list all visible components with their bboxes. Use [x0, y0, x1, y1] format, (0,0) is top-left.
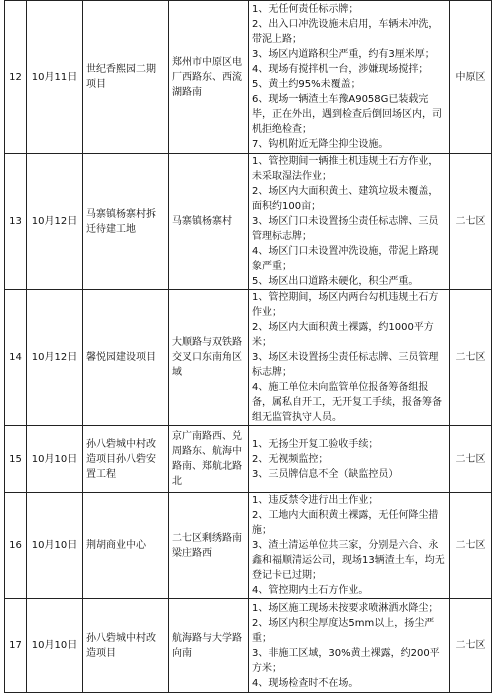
- issue-item: 2、场区内大面积黄土、建筑垃圾未覆盖，面积约100亩；: [252, 186, 439, 212]
- issue-item: 3、场区门口未设置扬尘责任标志牌、三员管理标志牌；: [252, 216, 439, 242]
- issue-item: 4、现场有搅拌机一台，涉嫌现场搅拌；: [252, 64, 429, 75]
- issue-item: 4、管控期内土石方作业。: [252, 585, 369, 596]
- issue-item: 1、管控期间一辆推土机违规土石方作业，未采取湿法作业；: [252, 156, 439, 182]
- district: 二七区: [450, 599, 492, 693]
- row-number: 17: [5, 599, 27, 693]
- table-row: [5, 1, 492, 154]
- project-address: 大顺路与双铁路交叉口东南角区域: [169, 290, 249, 426]
- row-number: 15: [5, 426, 27, 493]
- issue-item: 3、非施工区域，30%黄土裸露，约200平方米；: [252, 647, 440, 674]
- issue-item: 2、无视频监控；: [252, 453, 329, 465]
- issue-item: 2、工地内大面积黄土裸露，无任何降尘措施；: [252, 510, 439, 536]
- issue-item: 1、管控期间，场区内两台勾机违规土石方作业；: [252, 292, 439, 318]
- project-name: 孙八砦城中村改造项目孙八砦安置工程: [83, 426, 169, 493]
- issue-item: 2、场区内大面积黄土裸露，约1000平方米；: [252, 322, 434, 348]
- project-address: 郑州市中原区电厂西路东、西流湖路南: [169, 1, 249, 154]
- project-address: 航海路与大学路向南: [169, 599, 249, 693]
- district: 二七区: [450, 290, 492, 426]
- issue-item: 1、场区施工现场未按要求喷淋洒水降尘；: [252, 602, 439, 614]
- issue-item: 2、场区内积尘厚度达5mm以上，扬尘严重；: [252, 617, 435, 644]
- issue-item: 4、场区门口未设置冲洗设施，带泥上路现象严重；: [252, 246, 439, 272]
- row-number: 13: [5, 154, 27, 290]
- issue-item: 5、场区出口道路未硬化，积尘严重。: [252, 276, 419, 287]
- inspection-date: 10月10日: [27, 426, 83, 493]
- issue-item: 1、无任何责任标示牌；: [252, 4, 359, 15]
- row-number: 16: [5, 493, 27, 599]
- issue-item: 1、违反禁令进行出土作业；: [252, 495, 379, 506]
- inspection-date: 10月12日: [27, 154, 83, 290]
- issue-item: 4、现场检查时不在场。: [252, 677, 359, 689]
- table-row: [5, 426, 492, 493]
- issue-item: 7、钩机附近无降尘抑尘设施。: [252, 139, 389, 150]
- issue-item: 3、渣土清运单位共三家，分别是六合、永鑫和福顺清运公司，现场13辆渣土车，均无登记卡已过期；: [252, 540, 445, 581]
- district: 二七区: [450, 154, 492, 290]
- issue-item: 1、无扬尘开复工验收手续；: [252, 438, 379, 450]
- inspection-date: 10月12日: [27, 290, 83, 426]
- issue-item: 2、出入口冲洗设施未启用，车辆未冲洗，带泥上路；: [252, 19, 439, 45]
- project-name: 马寨镇杨寨村拆迁待建工地: [83, 154, 169, 290]
- row-number: 12: [5, 1, 27, 154]
- inspection-date: 10月10日: [27, 599, 83, 693]
- inspection-table: [4, 0, 492, 693]
- project-name: 荆胡商业中心: [83, 493, 169, 599]
- issue-item: 4、施工单位未向监管单位报备筹备组报备，属私自开工，无开复工手续，报备筹备组无监管执守人员。: [252, 382, 442, 423]
- issue-item: 3、三员牌信息不全（缺监控员）: [252, 468, 399, 480]
- issue-list: [249, 493, 450, 599]
- table-row: [5, 493, 492, 599]
- table-row: [5, 599, 492, 693]
- row-number: 14: [5, 290, 27, 426]
- issue-item: 5、黄土约95%未覆盖；: [252, 79, 361, 90]
- project-address: 马寨镇杨寨村: [169, 154, 249, 290]
- district: 二七区: [450, 426, 492, 493]
- issue-list: [249, 599, 450, 693]
- table-row: [5, 154, 492, 290]
- issue-list: [249, 426, 450, 493]
- project-name: 孙八砦城中村改造项目: [83, 599, 169, 693]
- district: 中原区: [450, 1, 492, 154]
- inspection-date: 10月11日: [27, 1, 83, 154]
- table-row: [5, 290, 492, 426]
- project-address: 京广南路西、兑周路东、航海中路南、郑航北路北: [169, 426, 249, 493]
- issue-item: 6、现场一辆渣土车豫A9058G已装载完毕，正在外出，遇到检查后倒回场区内，司机拒绝检查；: [252, 94, 442, 135]
- project-name: 馨悦园建设项目: [83, 290, 169, 426]
- issue-item: 3、场区内道路积尘严重，约有3厘米厚；: [252, 49, 435, 60]
- district: 二七区: [450, 493, 492, 599]
- issue-item: 3、场区未设置扬尘责任标志牌、三员管理标志牌；: [252, 352, 439, 378]
- project-address: 二七区剩绣路南梁庄路西: [169, 493, 249, 599]
- project-name: 世纪香熙园二期项目: [83, 1, 169, 154]
- inspection-date: 10月10日: [27, 493, 83, 599]
- issue-list: [249, 290, 450, 426]
- issue-list: [249, 154, 450, 290]
- issue-list: [249, 1, 450, 154]
